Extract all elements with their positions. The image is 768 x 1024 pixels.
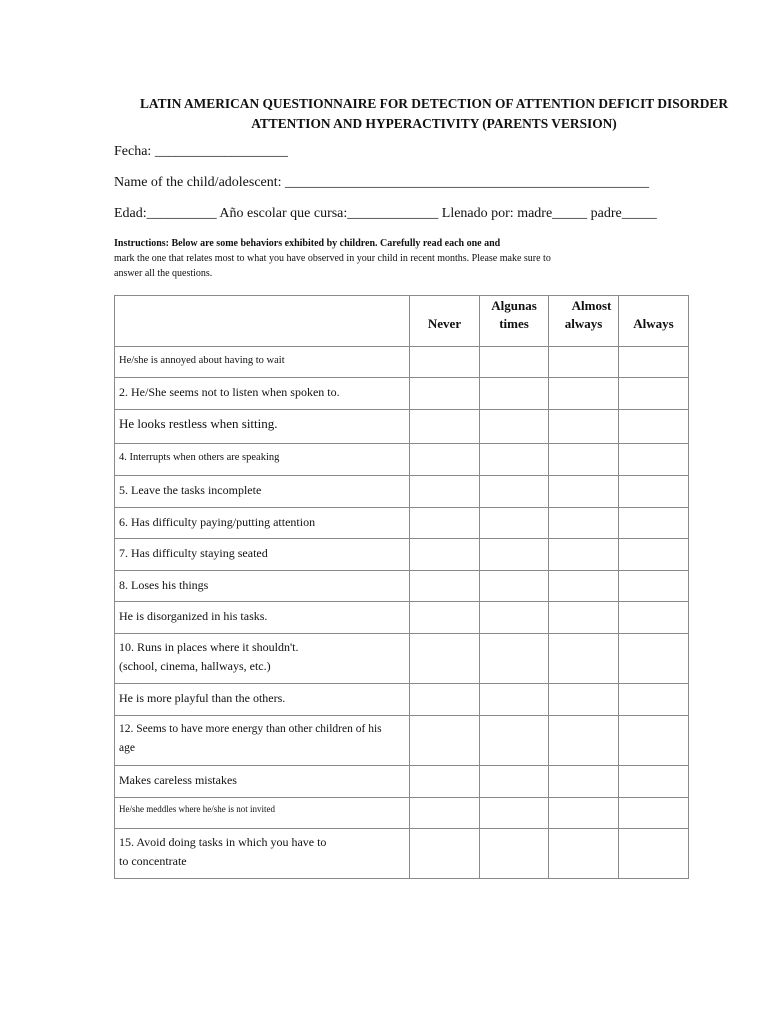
- answer-cell-never[interactable]: [410, 539, 480, 571]
- answer-cell-always[interactable]: [619, 602, 689, 634]
- header-row: [115, 296, 689, 347]
- answer-cell-almost-always[interactable]: [549, 829, 619, 879]
- answer-cell-always[interactable]: [619, 684, 689, 716]
- answer-cell-never[interactable]: [410, 508, 480, 539]
- answer-cell-always[interactable]: [619, 798, 689, 829]
- answer-cell-sometimes[interactable]: [480, 798, 549, 829]
- table-row: [115, 716, 689, 766]
- table-row: [115, 684, 689, 716]
- answer-cell-sometimes[interactable]: [480, 634, 549, 684]
- header-algunas-times: Algunas times: [480, 296, 549, 347]
- header-behavior: [115, 296, 410, 347]
- answer-cell-sometimes[interactable]: [480, 378, 549, 410]
- answer-cell-never[interactable]: [410, 378, 480, 410]
- header-almost-always: Almost always: [549, 296, 619, 347]
- answer-cell-always[interactable]: [619, 716, 689, 766]
- answer-cell-never[interactable]: [410, 571, 480, 602]
- table-row: [115, 634, 689, 684]
- behavior-cell: 8. Loses his things: [115, 571, 410, 602]
- behavior-cell: He is more playful than the others.: [115, 684, 410, 716]
- document-title: [100, 94, 768, 134]
- instructions-line-2: mark the one that relates most to what you have observed in your child in recent months. Please make sure to: [114, 253, 551, 264]
- answer-cell-never[interactable]: [410, 444, 480, 476]
- answer-cell-never[interactable]: [410, 766, 480, 798]
- answer-cell-almost-always[interactable]: [549, 476, 619, 508]
- table-row: [115, 347, 689, 378]
- table-row: [115, 508, 689, 539]
- answer-cell-almost-always[interactable]: [549, 444, 619, 476]
- answer-cell-sometimes[interactable]: [480, 410, 549, 444]
- behavior-cell: 4. Interrupts when others are speaking: [115, 444, 410, 476]
- answer-cell-almost-always[interactable]: [549, 378, 619, 410]
- table-row: [115, 476, 689, 508]
- table-row: [115, 444, 689, 476]
- behavior-cell: He looks restless when sitting.: [115, 410, 410, 444]
- answer-cell-always[interactable]: [619, 829, 689, 879]
- behavior-cell: He/she is annoyed about having to wait: [115, 347, 410, 378]
- behavior-cell: 7. Has difficulty staying seated: [115, 539, 410, 571]
- answer-cell-always[interactable]: [619, 508, 689, 539]
- behavior-cell: He is disorganized in his tasks.: [115, 602, 410, 634]
- behavior-cell: Makes careless mistakes: [115, 766, 410, 798]
- answer-cell-always[interactable]: [619, 444, 689, 476]
- answer-cell-never[interactable]: [410, 476, 480, 508]
- answer-cell-sometimes[interactable]: [480, 476, 549, 508]
- table-row: [115, 602, 689, 634]
- answer-cell-almost-always[interactable]: [549, 539, 619, 571]
- table-row: [115, 410, 689, 444]
- answer-cell-never[interactable]: [410, 634, 480, 684]
- questionnaire-table: [114, 295, 689, 879]
- header-always: Always: [619, 296, 689, 347]
- table-row: [115, 571, 689, 602]
- answer-cell-sometimes[interactable]: [480, 539, 549, 571]
- child-name-field: Name of the child/adolescent: ____________________________________________________: [114, 175, 650, 190]
- answer-cell-sometimes[interactable]: [480, 602, 549, 634]
- answer-cell-always[interactable]: [619, 378, 689, 410]
- answer-cell-sometimes[interactable]: [480, 508, 549, 539]
- answer-cell-sometimes[interactable]: [480, 571, 549, 602]
- answer-cell-never[interactable]: [410, 829, 480, 879]
- answer-cell-never[interactable]: [410, 798, 480, 829]
- answer-cell-sometimes[interactable]: [480, 347, 549, 378]
- behavior-cell: 12. Seems to have more energy than other children of his age: [115, 716, 410, 766]
- answer-cell-always[interactable]: [619, 571, 689, 602]
- answer-cell-always[interactable]: [619, 634, 689, 684]
- behavior-cell: 5. Leave the tasks incomplete: [115, 476, 410, 508]
- answer-cell-always[interactable]: [619, 539, 689, 571]
- answer-cell-always[interactable]: [619, 476, 689, 508]
- answer-cell-never[interactable]: [410, 347, 480, 378]
- table-row: [115, 766, 689, 798]
- title-line-1: LATIN AMERICAN QUESTIONNAIRE FOR DETECTION OF ATTENTION DEFICIT DISORDER: [139, 96, 729, 111]
- answer-cell-never[interactable]: [410, 410, 480, 444]
- title-line-2: ATTENTION AND HYPERACTIVITY (PARENTS VERSION): [251, 116, 617, 131]
- answer-cell-never[interactable]: [410, 602, 480, 634]
- answer-cell-almost-always[interactable]: [549, 634, 619, 684]
- answer-cell-sometimes[interactable]: [480, 829, 549, 879]
- answer-cell-always[interactable]: [619, 410, 689, 444]
- answer-cell-almost-always[interactable]: [549, 410, 619, 444]
- answer-cell-sometimes[interactable]: [480, 766, 549, 798]
- behavior-cell: 6. Has difficulty paying/putting attention: [115, 508, 410, 539]
- answer-cell-sometimes[interactable]: [480, 444, 549, 476]
- answer-cell-almost-always[interactable]: [549, 347, 619, 378]
- header-never: Never: [410, 296, 480, 347]
- edad-school-filledby-field: Edad:__________ Año escolar que cursa:_____________ Llenado por: madre_____ padre_____: [114, 206, 657, 221]
- answer-cell-never[interactable]: [410, 684, 480, 716]
- answer-cell-almost-always[interactable]: [549, 602, 619, 634]
- behavior-cell: 15. Avoid doing tasks in which you have to to concentrate: [115, 829, 410, 879]
- fecha-field: Fecha: ___________________: [114, 144, 288, 159]
- answer-cell-almost-always[interactable]: [549, 766, 619, 798]
- answer-cell-always[interactable]: [619, 347, 689, 378]
- answer-cell-always[interactable]: [619, 766, 689, 798]
- table-row: [115, 539, 689, 571]
- answer-cell-never[interactable]: [410, 716, 480, 766]
- behavior-cell: He/she meddles where he/she is not invited: [115, 798, 410, 829]
- instructions: [114, 236, 714, 281]
- behavior-cell: 2. He/She seems not to listen when spoken to.: [115, 378, 410, 410]
- answer-cell-sometimes[interactable]: [480, 716, 549, 766]
- table-row: [115, 829, 689, 879]
- table-row: [115, 378, 689, 410]
- behavior-cell: 10. Runs in places where it shouldn't. (school, cinema, hallways, etc.): [115, 634, 410, 684]
- instructions-bold: Instructions: Below are some behaviors exhibited by children. Carefully read each one and: [114, 238, 501, 249]
- answer-cell-sometimes[interactable]: [480, 684, 549, 716]
- answer-cell-almost-always[interactable]: [549, 571, 619, 602]
- answer-cell-almost-always[interactable]: [549, 508, 619, 539]
- answer-cell-almost-always[interactable]: [549, 798, 619, 829]
- table-row: [115, 798, 689, 829]
- answer-cell-almost-always[interactable]: [549, 684, 619, 716]
- instructions-line-3: answer all the questions.: [114, 268, 213, 279]
- answer-cell-almost-always[interactable]: [549, 716, 619, 766]
